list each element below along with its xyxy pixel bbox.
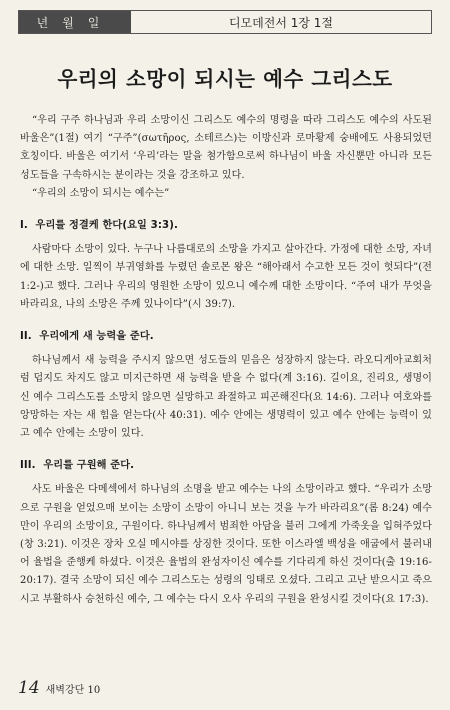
intro-lead-in: “우리의 소망이 되시는 예수는” bbox=[32, 187, 170, 199]
section-heading-1 bbox=[20, 217, 432, 235]
section-2-paragraph: 하나님께서 새 능력을 주시지 않으면 성도들의 믿음은 성장하지 않는다. 라오디게아교회처럼 덥지도 차지도 않고 미지근하면 새 능력을 받을 수 없다(계 3:16). 길이요, 진리요, 생명이신 예수 그리스도를 소망치 않으면 실망하고 좌절하고 피곤해진다(요 14:6). 그러나 여호와를 앙망하는 자는 새 힘을 얻는다(사 40:31). 예수 안에는 생명력이 있고 예수 안에는 능력이 있고 예수 안에는 소망이 있다. bbox=[20, 355, 432, 440]
intro-paragraph: “우리 구주 하나님과 우리 소망이신 그리스도 예수의 명령을 따라 그리스도 예수의 사도된 바울은”(1절) 여기 “구주”(σωτῆρος, 소테르스)는 이방신과 로마황제 숭배에도 사용되었던 호칭이다. 바울은 여기서 ‘우리’라는 말을 첨가함으로써 하나님이 바울 자신뿐만 아니라 모든 성도들을 구속하시는 분이라는 것을 강조하고 있다. bbox=[20, 115, 432, 181]
book-title: 새벽강단 10 bbox=[45, 685, 101, 696]
header-scripture-reference: 디모데전서 1장 1절 bbox=[131, 11, 431, 33]
section-3-paragraph: 사도 바울은 다메섹에서 하나님의 소명을 받고 예수는 나의 소망이라고 했다. “우리가 소망으로 구원을 얻었으매 보이는 소망이 소망이 아니니 보는 것을 누가 바라리요”(롬 8:24) 예수만이 우리의 소망이요, 구원이다. 하나님께서 범죄한 아담을 불러 그에게 가죽옷을 입혀주었다(창 3:21). 이것은 장차 오실 메시야를 상징한 것이다. 또한 이스라엘 백성을 애굽에서 불러내어 율법을 준행케 하셨다. 이것은 율법의 완성자이신 예수를 기다리게 하신 것이다(출 19:16-20:17). 결국 소망이 되신 예수 그리스도는 성령의 잉태로 오셨다. 그리고 고난 받으시고 죽으시고 부활하사 승천하신 예수, 그 예수는 다시 오사 우리의 구원을 완성시킬 것이다(요 17:3). bbox=[20, 484, 432, 605]
header-date-label: 년월일 bbox=[19, 11, 131, 33]
section-heading-text: 우리에게 새 능력을 준다. bbox=[39, 331, 154, 343]
sermon-body bbox=[20, 112, 432, 609]
section-heading-text: 우리를 구원해 준다. bbox=[43, 460, 135, 472]
section-heading-2 bbox=[20, 328, 432, 346]
section-number: I. bbox=[20, 220, 28, 232]
section-number: III. bbox=[20, 460, 36, 472]
section-heading-3 bbox=[20, 457, 432, 475]
section-number: II. bbox=[20, 331, 32, 343]
page-number: 14 bbox=[18, 678, 40, 698]
sermon-title: 우리의 소망이 되시는 예수 그리스도 bbox=[57, 67, 393, 91]
page-footer bbox=[18, 678, 100, 698]
header-bar bbox=[18, 10, 432, 34]
section-1-paragraph: 사람마다 소망이 있다. 누구나 나름대로의 소망을 가지고 살아간다. 가정에 대한 소망, 자녀에 대한 소망. 일찍이 부귀영화를 누렸던 솔로몬 왕은 “해아래서 수고한 모든 것이 헛되다”(전 1:2-)고 했다. 그러나 우리의 영원한 소망이 있으니 예수께 대한 소망이다. “주여 내가 무엇을 바라리요, 나의 소망은 주께 있나이다”(시 39:7). bbox=[20, 244, 432, 310]
section-heading-text: 우리를 정결케 한다(요일 3:3). bbox=[35, 220, 178, 232]
